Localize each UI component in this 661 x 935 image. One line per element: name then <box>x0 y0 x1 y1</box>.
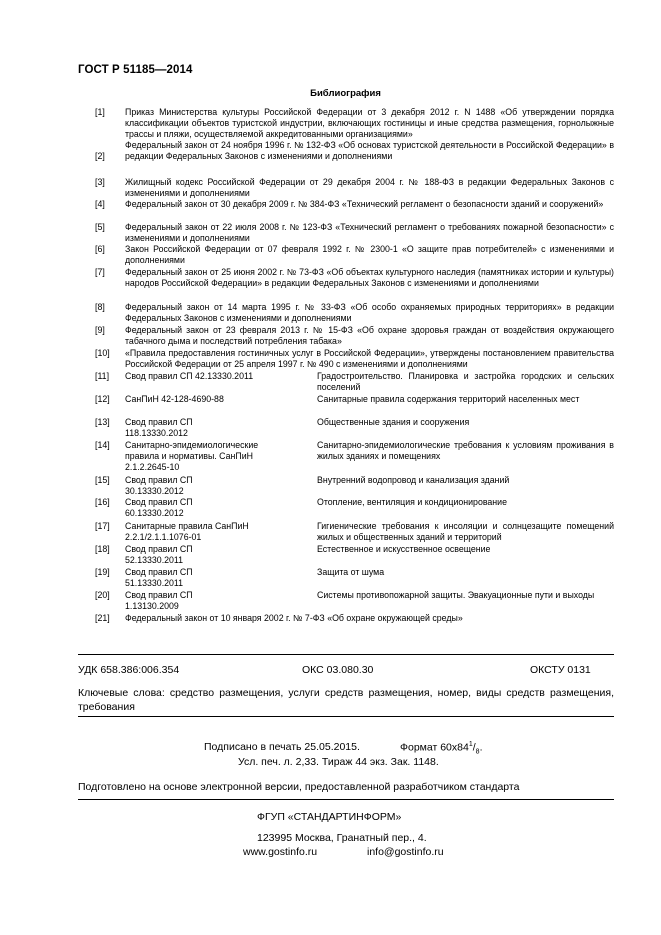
reference-code: Санитарные правила СанПиН 2.2.1/2.1.1.1076-01 <box>125 521 249 542</box>
reference-code: Санитарно-эпидемиологические правила и нормативы. СанПиН 2.1.2.2645-10 <box>125 440 259 472</box>
reference-number: [16] <box>95 497 110 507</box>
separator-line <box>78 799 614 800</box>
reference-code: Свод правил СП 60.13330.2012 <box>125 497 193 518</box>
reference-code: Свод правил СП 52.13330.2011 <box>125 544 193 565</box>
reference-number: [15] <box>95 475 110 485</box>
reference-number: [8] <box>95 302 105 312</box>
reference-text: Приказ Министерства культуры Российской Федерации от 3 декабря 2012 г. N 1488 «Об утверждении порядка классификации объектов туристской индустрии, включающих гостиницы и иные средства размещения, горнолыжные трассы и пляжи, осуществляемой аккредитованными организациями» <box>125 107 614 139</box>
reference-number: [4] <box>95 199 105 209</box>
reference-title: Естественное и искусственное освещение <box>317 544 491 554</box>
okstu-code: ОКСТУ 0131 <box>530 664 591 676</box>
reference-number: [5] <box>95 222 105 232</box>
reference-number: [21] <box>95 613 110 623</box>
signed-date: Подписано в печать 25.05.2015. <box>204 741 360 753</box>
reference-text: Жилищный кодекс Российской Федерации от 29 декабря 2004 г. № 188-ФЗ в редакции Федеральных Законов с изменениями и дополнениями <box>125 177 614 198</box>
paper-format: Формат $60x84^1/_8$. <box>400 741 483 756</box>
separator-line <box>78 716 614 717</box>
reference-title: Санитарно-эпидемиологические требования к условиям проживания в жилых зданиях и помещениях <box>317 440 614 461</box>
reference-code: Свод правил СП 42.13330.2011 <box>125 371 254 381</box>
udk-code: УДК 658.386:006.354 <box>78 664 180 676</box>
reference-number: [19] <box>95 567 110 577</box>
reference-number: [12] <box>95 394 110 404</box>
reference-code: СанПиН 42-128-4690-88 <box>125 394 224 404</box>
reference-text: Федеральный закон от 22 июля 2008 г. № 123-ФЗ «Технический регламент о требованиях пожарной безопасности» с изменениями и дополнениями <box>125 222 614 243</box>
publisher-website[interactable]: www.gostinfo.ru <box>243 846 318 858</box>
publisher-name: ФГУП «СТАНДАРТИНФОРМ» <box>257 811 402 823</box>
reference-number: [3] <box>95 177 105 187</box>
publisher-address: 123995 Москва, Гранатный пер., 4. <box>257 832 427 844</box>
reference-number: [11] <box>95 371 110 381</box>
reference-number: [2] <box>95 151 105 161</box>
reference-text: «Правила предоставления гостиничных услуг в Российской Федерации», утверждены постановлением правительства Российской Федерации от 25 апреля 1997 г. № 490 с изменениями и дополнениями <box>125 348 614 369</box>
reference-title: Защита от шума <box>317 567 385 577</box>
reference-text: Федеральный закон от 23 февраля 2013 г. № 15-ФЗ «Об охране здоровья граждан от воздействия окружающего табачного дыма и последствий потребления табака» <box>125 325 614 346</box>
format-suffix: . <box>479 741 483 754</box>
format-numerator: 1 <box>468 741 473 748</box>
reference-number: [7] <box>95 267 105 277</box>
reference-number: [13] <box>95 417 110 427</box>
standard-header: ГОСТ Р 51185—2014 <box>78 64 193 76</box>
publisher-email[interactable]: info@gostinfo.ru <box>367 846 444 858</box>
reference-title: Общественные здания и сооружения <box>317 417 470 427</box>
reference-text: Федеральный закон от 10 января 2002 г. № 7-ФЗ «Об охране окружающей среды» <box>125 613 463 623</box>
format-denominator: 8 <box>475 748 480 756</box>
reference-code: Свод правил СП 30.13330.2012 <box>125 475 193 496</box>
separator-line <box>78 654 614 655</box>
reference-text: Федеральный закон от 30 декабря 2009 г. № 384-ФЗ «Технический регламент о безопасности зданий и сооружений» <box>125 199 604 209</box>
reference-title: Системы противопожарной защиты. Эвакуационные пути и выходы <box>317 590 595 600</box>
reference-number: [14] <box>95 440 110 450</box>
reference-number: [18] <box>95 544 110 554</box>
keywords: Ключевые слова: средство размещения, услуги средств размещения, номер, виды средств размещения, требования <box>78 687 614 713</box>
bibliography-title: Библиография <box>310 88 381 99</box>
reference-code: Свод правил СП 118.13330.2012 <box>125 417 193 438</box>
reference-title: Внутренний водопровод и канализация зданий <box>317 475 510 485</box>
reference-title: Гигиенические требования к инсоляции и солнцезащите помещений жилых и общественных зданий и территорий <box>317 521 614 542</box>
reference-number: [9] <box>95 325 105 335</box>
reference-text: Федеральный закон от 25 июня 2002 г. № 73-ФЗ «Об объектах культурного наследия (памятниках истории и культуры) народов Российской Федерации» в редакции Федеральных Законов с изменениями и дополнениями <box>125 267 614 288</box>
reference-code: Свод правил СП 51.13330.2011 <box>125 567 193 588</box>
reference-number: [17] <box>95 521 110 531</box>
reference-title: Градостроительство. Планировка и застройка городских и сельских поселений <box>317 371 614 392</box>
reference-number: [1] <box>95 107 105 117</box>
reference-number: [6] <box>95 244 105 254</box>
prepared-note: Подготовлено на основе электронной версии, предоставленной разработчиком стандарта <box>78 781 520 793</box>
reference-number: [20] <box>95 590 110 600</box>
reference-code: Свод правил СП 1.13130.2009 <box>125 590 193 611</box>
format-prefix: Формат 60x84 <box>400 741 469 754</box>
oks-code: ОКС 03.080.30 <box>302 664 374 676</box>
print-info: Усл. печ. л. 2,33. Тираж 44 экз. Зак. 1148. <box>238 756 439 768</box>
reference-text: Федеральный закон от 24 ноября 1996 г. № 132-ФЗ «Об основах туристской деятельности в Российской Федерации» в редакции Федеральных Законов с изменениями и дополнениями <box>125 140 614 161</box>
reference-text: Федеральный закон от 14 марта 1995 г. № 33-ФЗ «Об особо охраняемых природных территориях» в редакции Федеральных Законов с изменениями и дополнениями <box>125 302 614 323</box>
reference-title: Санитарные правила содержания территорий населенных мест <box>317 394 580 404</box>
reference-title: Отопление, вентиляция и кондиционирование <box>317 497 507 507</box>
reference-number: [10] <box>95 348 110 358</box>
reference-text: Закон Российской Федерации от 07 февраля 1992 г. № 2300-1 «О защите прав потребителей» с изменениями и дополнениями <box>125 244 614 265</box>
